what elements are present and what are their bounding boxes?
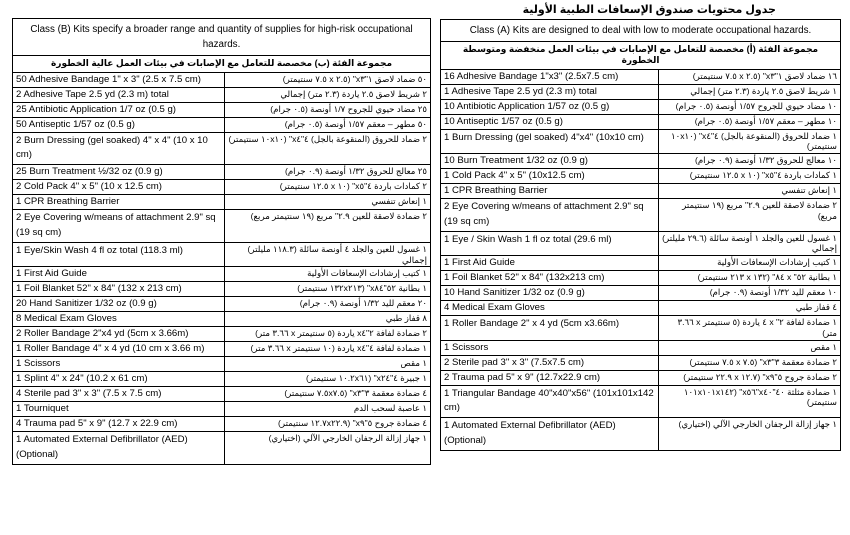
table-row — [13, 87, 431, 102]
table-row — [441, 184, 841, 199]
item-english: 1 Adhesive Tape 2.5 yd (2.3 m) total — [441, 84, 659, 99]
item-english: 1 Splint 4" x 24" (10.2 x 61 cm) — [13, 372, 225, 387]
item-english: 1 Roller Bandage 4" x 4 yd (10 cm x 3.66 m) — [13, 342, 225, 357]
class-b-subheader-row — [13, 56, 431, 72]
item-english: 1 CPR Breathing Barrier — [441, 184, 659, 199]
item-english: 1 Roller Bandage 2" x 4 yd (5cm x3.66m) — [441, 316, 659, 340]
item-arabic: ١ بطانية ٥٢" x ٨٤" (١٣٢ x ٢١٣ سنتيمتر) — [659, 271, 841, 286]
item-english: 1 CPR Breathing Barrier — [13, 195, 225, 210]
class-b-table — [12, 18, 431, 465]
item-arabic: ٢ ضمادة لاصقة للعين ٢.٩" مربع (١٩ سنتيمتر مربع) — [659, 199, 841, 232]
item-english: 10 Antiseptic 1/57 oz (0.5 g) — [441, 114, 659, 129]
item-arabic: ١ إنعاش تنفسي — [659, 184, 841, 199]
table-row — [441, 154, 841, 169]
table-row — [441, 286, 841, 301]
item-arabic: ١ ضمادة لفافة ٤"x٤ ياردة (١٠ سنتيمتر x ٣.٦٦ متر) — [225, 342, 431, 357]
table-row — [441, 418, 841, 451]
table-row — [441, 129, 841, 153]
item-arabic: ١ شريط لاصق ٢.٥ ياردة (٢.٣ متر) إجمالي — [659, 84, 841, 99]
item-english: 25 Burn Treatment ½/32 oz (0.9 g) — [13, 165, 225, 180]
item-english: 2 Roller Bandage 2"x4 yd (5cm x 3.66m) — [13, 327, 225, 342]
table-row — [441, 370, 841, 385]
table-row — [441, 199, 841, 232]
item-english: 1 Foil Blanket 52" x 84" (132x213 cm) — [441, 271, 659, 286]
table-row — [13, 242, 431, 266]
item-english: 1 First Aid Guide — [441, 256, 659, 271]
table-row — [441, 355, 841, 370]
item-arabic: ١ كتيب إرشادات الإسعافات الأولية — [225, 267, 431, 282]
item-arabic: ٢ ضمادة جروح ٥"x٩" (١٢.٧ x ٢٢.٩ سنتيمتر) — [659, 370, 841, 385]
item-arabic: ٥٠ ضماد لاصق ١"x٣" (٢.٥ x ٧.٥ سنتيمتر) — [225, 72, 431, 87]
table-row — [441, 114, 841, 129]
table-row — [13, 402, 431, 417]
item-english: 1 Scissors — [441, 340, 659, 355]
table-row — [13, 432, 431, 465]
class-a-subheader: مجموعة الفئة (أ) مخصصة للتعامل مع الإصابات في بيئات العمل منخفضة ومتوسطة الخطورة — [441, 42, 841, 70]
item-english: 4 Trauma pad 5" x 9" (12.7 x 22.9 cm) — [13, 417, 225, 432]
item-english: 10 Burn Treatment 1/32 oz (0.9 g) — [441, 154, 659, 169]
item-arabic: ١ ضمادة لفافة ٢" x ٤ ياردة (٥ سنتيمتر x ٣.٦٦ متر) — [659, 316, 841, 340]
item-arabic: ١٠ مطهر – معقم ١/٥٧ أونصة (٠.٥ جرام) — [659, 114, 841, 129]
item-arabic: ٤ ضمادة معقمة ٣"x٣" (٧.٥x٧.٥ سنتيمتر) — [225, 387, 431, 402]
table-row — [441, 340, 841, 355]
table-row — [13, 372, 431, 387]
item-arabic: ٢ ضمادة لفافة ٢"x٤ ياردة (٥ سنتيمتر x ٣.٦٦ متر) — [225, 327, 431, 342]
item-english: 2 Burn Dressing (gel soaked) 4" x 4" (10 x 10 cm) — [13, 132, 225, 165]
table-row — [441, 231, 841, 255]
item-arabic: ٢ ضماد للحروق (المنقوعة بالجل) ٤"x٤" (١٠x١٠ سنتيمتر) — [225, 132, 431, 165]
item-english: 1 Cold Pack 4" x 5" (10x12.5 cm) — [441, 169, 659, 184]
item-english: 50 Adhesive Bandage 1" x 3" (2.5 x 7.5 cm) — [13, 72, 225, 87]
table-row — [441, 256, 841, 271]
item-arabic: ١ كمادات باردة ٤"x٥" (١٠ x ١٢.٥ سنتيمتر) — [659, 169, 841, 184]
table-row — [13, 327, 431, 342]
table-row — [13, 72, 431, 87]
item-arabic: ١ مقص — [659, 340, 841, 355]
table-row — [13, 387, 431, 402]
item-arabic: ٢٠ معقم لليد ١/٣٢ أونصة (٠.٩ جرام) — [225, 297, 431, 312]
item-english: 2 Trauma pad 5" x 9" (12.7x22.9 cm) — [441, 370, 659, 385]
item-arabic: ٢ ضمادة لاصقة للعين ٢.٩" مربع (١٩ سنتيمتر مربع) — [225, 210, 431, 243]
item-arabic: ٢ كمادات باردة ٤"x٥" (١٠ x ١٢.٥ سنتيمتر) — [225, 180, 431, 195]
table-row — [13, 180, 431, 195]
class-a-header-row — [441, 20, 841, 42]
item-english: 1 First Aid Guide — [13, 267, 225, 282]
table-row — [441, 99, 841, 114]
class-a-table — [440, 19, 841, 451]
item-arabic: ٢٥ معالج للحروق ١/٣٢ أونصة (٠.٩ جرام) — [225, 165, 431, 180]
item-arabic: ١ عاصبة لسحب الدم — [225, 402, 431, 417]
item-arabic: ١ جبيرة ٤"x٢٤" (١٠.٢x٦١ سنتيمتر) — [225, 372, 431, 387]
table-row — [441, 169, 841, 184]
item-arabic: ١٠ معالج للحروق ١/٣٢ أونصة (٠.٩ جرام) — [659, 154, 841, 169]
class-b-header-row — [13, 19, 431, 56]
item-english: 4 Medical Exam Gloves — [441, 301, 659, 316]
item-english: 4 Sterile pad 3" x 3" (7.5 x 7.5 cm) — [13, 387, 225, 402]
item-english: 8 Medical Exam Gloves — [13, 312, 225, 327]
page-title: جدول محتويات صندوق الإسعافات الطبية الأولية — [522, 4, 776, 16]
table-row — [13, 357, 431, 372]
item-english: 10 Hand Sanitizer 1/32 oz (0.9 g) — [441, 286, 659, 301]
item-arabic: ١ كتيب إرشادات الإسعافات الأولية — [659, 256, 841, 271]
item-arabic: ٤ قفاز طبي — [659, 301, 841, 316]
item-arabic: ١ ضماد للحروق (المنقوعة بالجل) ٤"x٤" (١٠x١٠ سنتيمتر) — [659, 129, 841, 153]
item-arabic: ٤ ضمادة جروح ٥"x٩" (١٢.٧x٢٢.٩ سنتيمتر) — [225, 417, 431, 432]
class-a-header: Class (A) Kits are designed to deal with low to moderate occupational hazards. — [441, 20, 841, 42]
item-arabic: ٨ قفاز طبي — [225, 312, 431, 327]
item-arabic: ٢ شريط لاصق ٢.٥ ياردة (٢.٣ متر) إجمالي — [225, 87, 431, 102]
item-english: 2 Eye Covering w/means of attachment 2.9" sq (19 sq cm) — [441, 199, 659, 232]
item-english: 2 Eye Covering w/means of attachment 2.9" sq (19 sq cm) — [13, 210, 225, 243]
table-row — [441, 301, 841, 316]
table-row — [13, 267, 431, 282]
item-arabic: ١٦ ضماد لاصق ١"x٣" (٢.٥ x ٧.٥ سنتيمتر) — [659, 69, 841, 84]
item-english: 2 Cold Pack 4" x 5" (10 x 12.5 cm) — [13, 180, 225, 195]
table-row — [441, 271, 841, 286]
item-english: 2 Adhesive Tape 2.5 yd (2.3 m) total — [13, 87, 225, 102]
table-row — [441, 316, 841, 340]
table-row — [13, 342, 431, 357]
table-row — [441, 84, 841, 99]
item-english: 16 Adhesive Bandage 1"x3" (2.5x7.5 cm) — [441, 69, 659, 84]
item-english: 20 Hand Sanitizer 1/32 oz (0.9 g) — [13, 297, 225, 312]
item-arabic: ١ إنعاش تنفسي — [225, 195, 431, 210]
table-row — [13, 417, 431, 432]
table-row — [13, 117, 431, 132]
table-row — [13, 132, 431, 165]
class-a-subheader-row — [441, 42, 841, 70]
item-english: 1 Automated External Defibrillator (AED) (Optional) — [441, 418, 659, 451]
item-english: 1 Eye / Skin Wash 1 fl oz total (29.6 ml) — [441, 231, 659, 255]
item-arabic: ٢ ضمادة معقمة ٣"x٣" (٧.٥ x ٧.٥ سنتيمتر) — [659, 355, 841, 370]
item-arabic: ١ جهاز إزالة الرجفان الخارجي الآلي (اختياري) — [659, 418, 841, 451]
item-english: 1 Burn Dressing (gel soaked) 4"x4" (10x10 cm) — [441, 129, 659, 153]
item-english: 25 Antibiotic Application 1/7 oz (0.5 g) — [13, 102, 225, 117]
item-english: 50 Antiseptic 1/57 oz (0.5 g) — [13, 117, 225, 132]
item-arabic: ١٠ مضاد حيوي للجروح ١/٥٧ أونصة (٠.٥ جرام) — [659, 99, 841, 114]
item-english: 1 Triangular Bandage 40"x40"x56" (101x101x142 cm) — [441, 385, 659, 418]
item-arabic: ١ غسول للعين والجلد ١ أونصة سائلة (٢٩.٦ مليلتر) إجمالي — [659, 231, 841, 255]
table-row — [441, 69, 841, 84]
table-row — [13, 102, 431, 117]
class-b-header: Class (B) Kits specify a broader range and quantity of supplies for high-risk occupational hazards. — [13, 19, 431, 56]
item-arabic: ٥٠ مطهر – معقم ١/٥٧ أونصة (٠.٥ جرام) — [225, 117, 431, 132]
item-arabic: ١ مقص — [225, 357, 431, 372]
item-english: 1 Tourniquet — [13, 402, 225, 417]
item-arabic: ٢٥ مضاد حيوي للجروح ١/٧ أونصة (٠.٥ جرام) — [225, 102, 431, 117]
item-english: 10 Antibiotic Application 1/57 oz (0.5 g) — [441, 99, 659, 114]
table-row — [13, 165, 431, 180]
item-english: 1 Automated External Defibrillator (AED) (Optional) — [13, 432, 225, 465]
item-english: 2 Sterile pad 3" x 3" (7.5x7.5 cm) — [441, 355, 659, 370]
class-b-subheader: مجموعة الفئة (ب) مخصصة للتعامل مع الإصابات في بيئات العمل عالية الخطورة — [13, 56, 431, 72]
table-row — [441, 385, 841, 418]
item-english: 1 Foil Blanket 52" x 84" (132 x 213 cm) — [13, 282, 225, 297]
item-arabic: ١ ضمادة مثلثة ٤٠"x٤٠"x٥٦" (١٠١x١٠١x١٤٢ سنتيمتر) — [659, 385, 841, 418]
item-arabic: ١ غسول للعين والجلد ٤ أونصة سائلة (١١٨.٣ مليلتر) إجمالي — [225, 242, 431, 266]
item-arabic: ١ بطانية ٥٢"x٨٤" (١٣٢x٢١٣ سنتيمتر) — [225, 282, 431, 297]
table-row — [13, 282, 431, 297]
item-english: 1 Scissors — [13, 357, 225, 372]
item-arabic: ١٠ معقم لليد ١/٣٢ أونصة (٠.٩ جرام) — [659, 286, 841, 301]
table-row — [13, 297, 431, 312]
item-arabic: ١ جهاز إزالة الرجفان الخارجي الآلي (اختياري) — [225, 432, 431, 465]
item-english: 1 Eye/Skin Wash 4 fl oz total (118.3 ml) — [13, 242, 225, 266]
table-row — [13, 312, 431, 327]
table-row — [13, 195, 431, 210]
table-row — [13, 210, 431, 243]
